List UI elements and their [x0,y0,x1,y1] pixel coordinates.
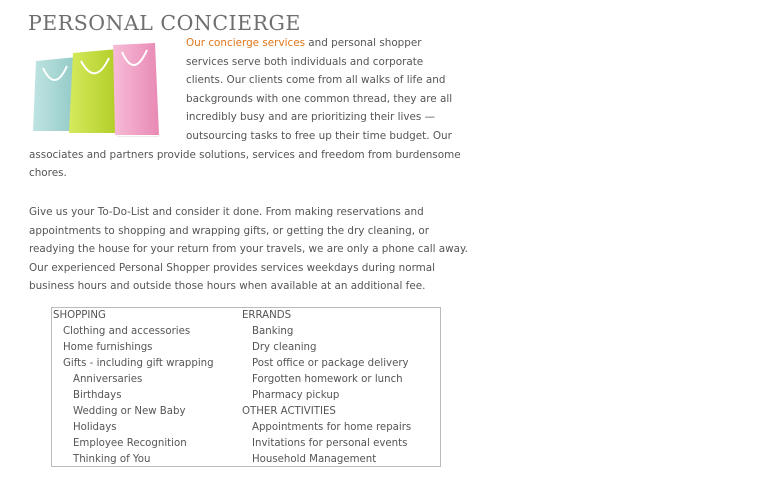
service-item: Anniversaries [73,374,143,385]
intro-text: and personal shopper services serve both individuals and corporate clients. Our clients come from all walks of life and backgrounds with one common thread, they are all incredibly busy and are prioritizing their lives — outsourcing tasks to free up their time budget. Our associates and partners provide solutions, services and freedom from burdensome chores. [29,37,461,180]
service-item: Household Management [252,454,377,465]
concierge-services-link[interactable]: Our concierge services [186,37,305,49]
service-item: Banking [252,326,294,337]
service-item: Holidays [73,422,117,433]
service-item: Home furnishings [63,342,153,353]
service-item: Wedding or New Baby [73,406,186,417]
todo-paragraph: Give us your To-Do-List and consider it done. From making reservations and appointments to shopping and wrapping gifts, or getting the dry cleaning, or readying the house for your return from your travels, we are only a phone call away. Our experienced Personal Shopper provides services weekdays during normal business hours and outside those hours when available at an additional fee. [29,206,468,293]
intro-paragraph [29,34,463,183]
service-item: Appointments for home repairs [252,422,412,433]
service-item: Post office or package delivery [252,358,409,369]
page-title: PERSONAL CONCIERGE [28,11,301,35]
services-right-column [242,308,411,468]
service-category: ERRANDS [242,310,292,321]
service-item: Employee Recognition [73,438,187,449]
service-item: Invitations for personal events [252,438,408,449]
services-table [51,307,441,467]
service-item: Forgotten homework or lunch [252,374,403,385]
service-item: Pharmacy pickup [252,390,340,401]
services-left-column [53,308,214,468]
service-item: Clothing and accessories [63,326,191,337]
service-category: OTHER ACTIVITIES [242,406,336,417]
service-item: Thinking of You [73,454,151,465]
service-item: Gifts - including gift wrapping [63,358,214,369]
service-item: Birthdays [73,390,122,401]
service-item: Dry cleaning [252,342,317,353]
shopping-bags-icon [29,35,186,137]
service-category: SHOPPING [53,310,106,321]
